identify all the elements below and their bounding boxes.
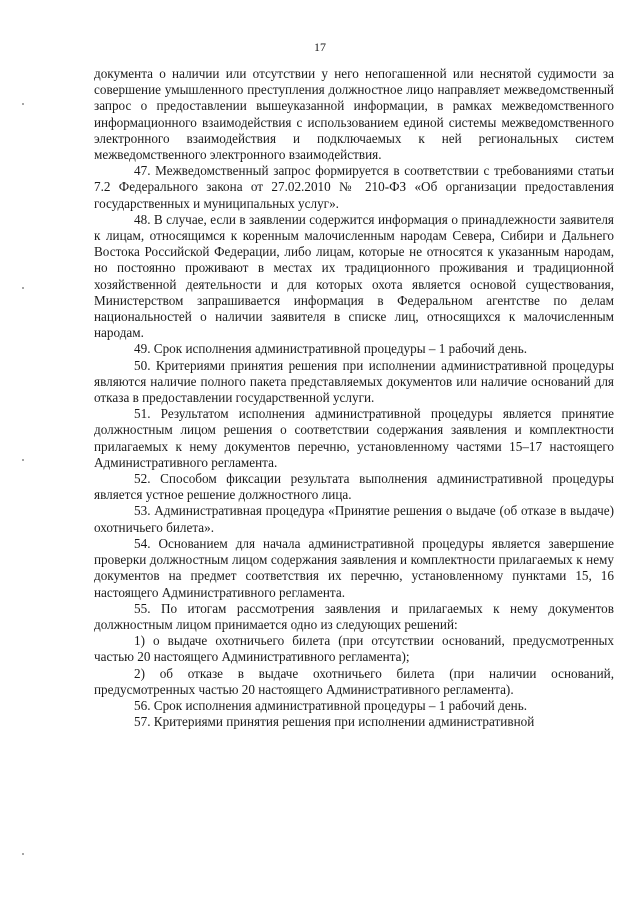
paragraph-55: 55. По итогам рассмотрения заявления и прилагаемых к нему документов должностным лицом принимается одно из следующих решений:	[94, 600, 614, 632]
paragraph-53: 53. Административная процедура «Принятие решения о выдаче (об отказе в выдаче) охотничьего билета».	[94, 503, 614, 535]
paragraph-54: 54. Основанием для начала административной процедуры является завершение проверки должностным лицом содержания заявления и комплектности прилагаемых к нему документов на предмет соответствия их перечню, установленному пунктами 15, 16 настоящего Административного регламента.	[94, 535, 614, 600]
paragraph-52: 52. Способом фиксации результата выполнения административной процедуры является устное решение должностного лица.	[94, 471, 614, 503]
margin-mark	[22, 853, 24, 855]
list-item-1: 1) о выдаче охотничьего билета (при отсутствии оснований, предусмотренных частью 20 настоящего Административного регламента);	[94, 633, 614, 665]
paragraph-48: 48. В случае, если в заявлении содержится информация о принадлежности заявителя к лицам, относящимся к коренным малочисленным народам Севера, Сибири и Дальнего Востока Российской Федерации, либо лицам, которые не относятся к указанным народам, но постоянно проживают в местах их традиционного проживания и традиционной хозяйственной деятельности и для которых охота является основой существования, Министерством запрашивается информация в Федеральном агентстве по делам национальностей о наличии заявителя в списке лиц, относящихся к малочисленным народам.	[94, 211, 614, 341]
margin-mark	[22, 287, 24, 289]
margin-mark	[22, 103, 24, 105]
paragraph-56: 56. Срок исполнения административной процедуры – 1 рабочий день.	[134, 697, 528, 713]
list-item-2: 2) об отказе в выдаче охотничьего билета (при наличии оснований, предусмотренных частью 20 настоящего Административного регламента).	[94, 665, 614, 697]
page-number: 17	[314, 40, 326, 54]
paragraph-50: 50. Критериями принятия решения при исполнении административной процедуры являются наличие полного пакета представляемых документов или наличие оснований для отказа в предоставлении государственной услуги.	[94, 357, 614, 406]
paragraph-47: 47. Межведомственный запрос формируется в соответствии с требованиями статьи 7.2 Федерального закона от 27.02.2010 № 210-ФЗ «Об организации предоставления государственных и муниципальных услуг».	[94, 163, 614, 211]
paragraph-continuation: документа о наличии или отсутствии у него непогашенной или неснятой судимости за совершение умышленного преступления должностное лицо направляет межведомственный запрос о предоставлении вышеуказанной информации, в рамках межведомственного информационного взаимодействия с использованием единой системы межведомственного электронного взаимодействия и подключаемых к ней региональных систем межведомственного электронного взаимодействия.	[94, 66, 614, 163]
paragraph-57: 57. Критериями принятия решения при исполнении административной	[134, 714, 535, 730]
paragraph-51: 51. Результатом исполнения административной процедуры является принятие должностным лицом решения о соответствии содержания заявления и комплектности прилагаемых к нему документов перечню, установленному частями 15–17 настоящего Административного регламента.	[94, 406, 614, 470]
document-body	[94, 66, 614, 730]
paragraph-49: 49. Срок исполнения административной процедуры – 1 рабочий день.	[134, 341, 528, 357]
margin-mark	[22, 459, 24, 461]
